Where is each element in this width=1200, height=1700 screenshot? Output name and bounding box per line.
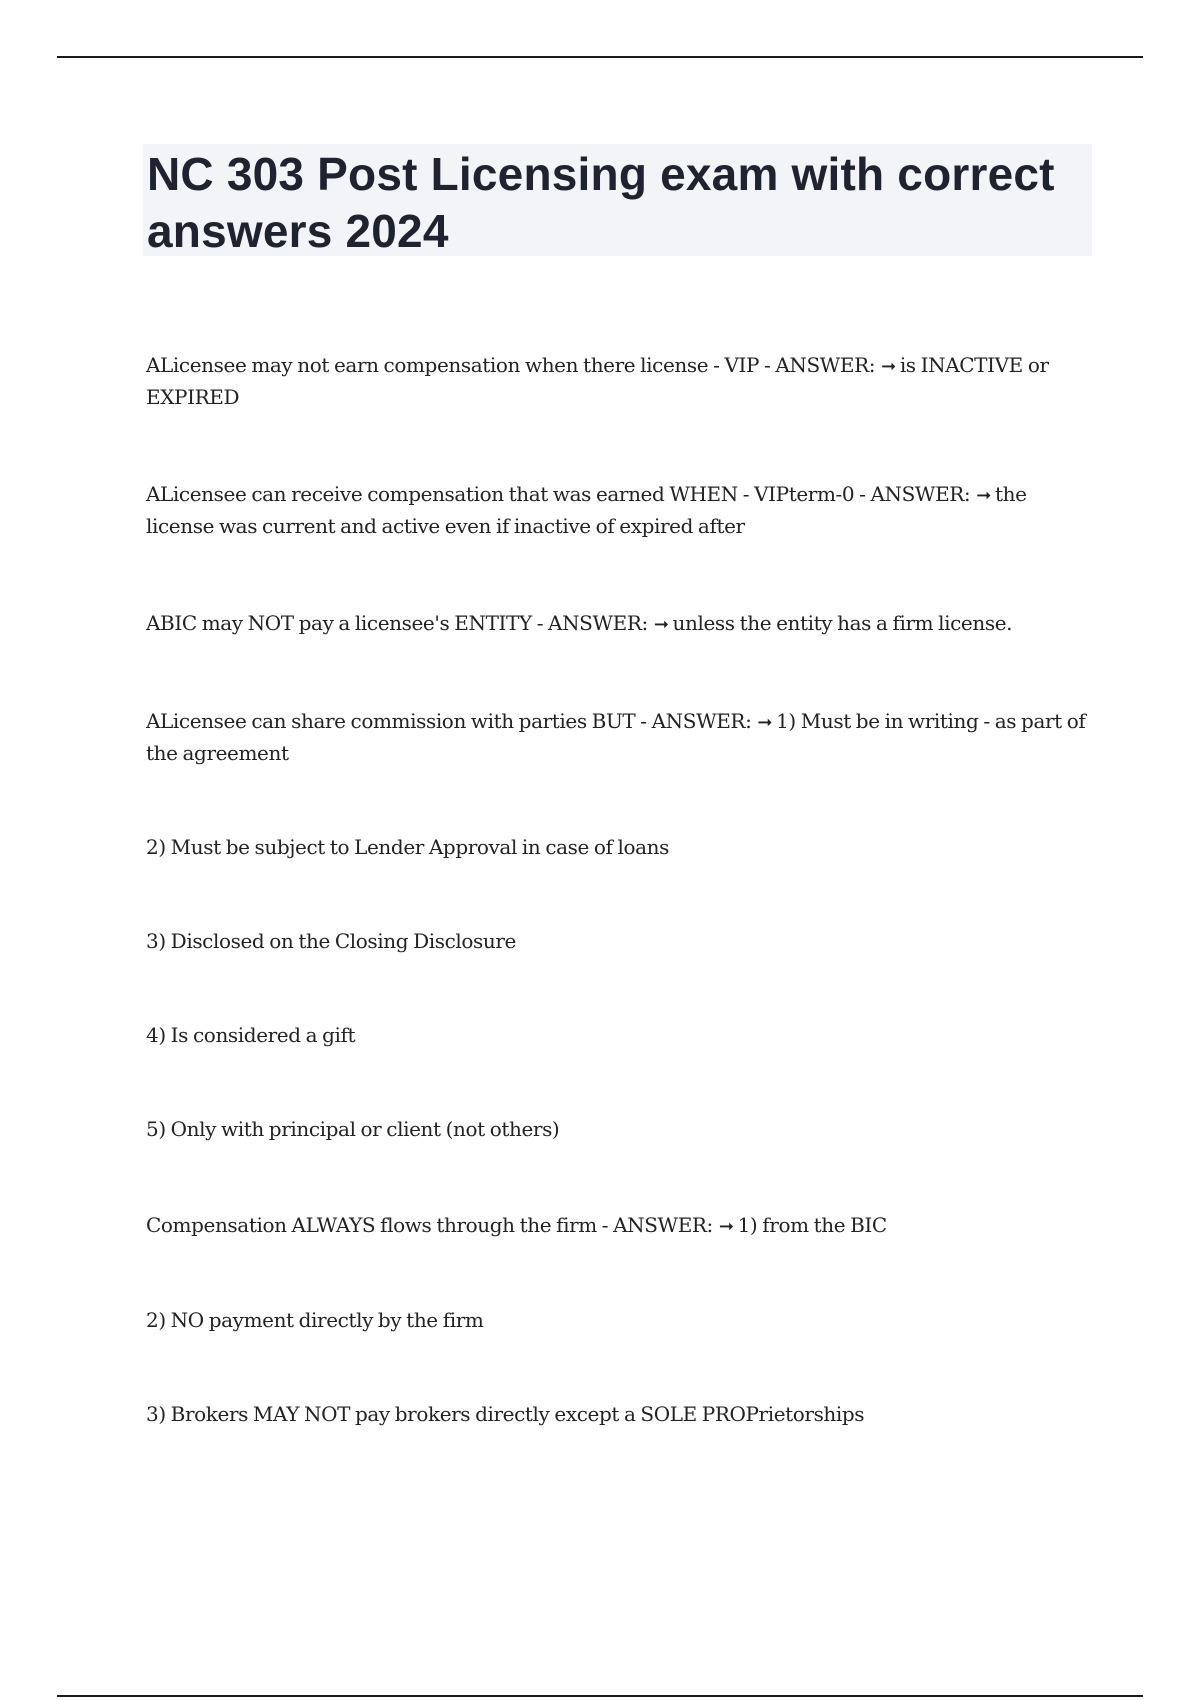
answer-text: 2) Must be subject to Lender Approval in case of loans	[146, 835, 670, 859]
qa-entry	[146, 1210, 1086, 1242]
answer-text: 5) Only with principal or client (not others)	[146, 1117, 560, 1141]
question-text: ALicensee may not earn compensation when there license - VIP - ANSWER:	[146, 353, 876, 377]
qa-continuation	[146, 1305, 1086, 1336]
page-title: NC 303 Post Licensing exam with correct answers 2024	[147, 148, 1055, 257]
qa-entry	[146, 350, 1086, 413]
title-block	[143, 144, 1092, 256]
answer-text: 3) Brokers MAY NOT pay brokers directly except a SOLE PROPrietorships	[146, 1402, 865, 1426]
qa-continuation	[146, 1399, 1086, 1430]
top-rule	[57, 56, 1143, 58]
question-text: ALicensee can receive compensation that was earned WHEN - VIPterm-0 - ANSWER:	[146, 482, 971, 506]
answer-text: 1) from the BIC	[737, 1213, 887, 1237]
arrow-icon: ➞	[881, 356, 896, 377]
question-text: ABIC may NOT pay a licensee's ENTITY - ANSWER:	[146, 611, 648, 635]
arrow-icon: ➞	[718, 1216, 734, 1237]
answer-text: 1) Must be in writing - as part of the agreement	[146, 709, 1086, 765]
question-text: Compensation ALWAYS flows through the firm - ANSWER:	[146, 1213, 713, 1237]
qa-entry	[146, 706, 1086, 769]
qa-continuation	[146, 926, 1086, 957]
arrow-icon: ➞	[653, 614, 669, 635]
qa-continuation	[146, 1020, 1086, 1051]
arrow-icon: ➞	[976, 485, 991, 506]
qa-continuation	[146, 832, 1086, 863]
answer-text: 3) Disclosed on the Closing Disclosure	[146, 929, 516, 953]
arrow-icon: ➞	[757, 712, 773, 733]
answer-text: is INACTIVE or EXPIRED	[146, 353, 1049, 409]
qa-entry	[146, 608, 1086, 640]
bottom-rule	[57, 1695, 1143, 1697]
qa-continuation	[146, 1114, 1086, 1145]
qa-entry	[146, 479, 1086, 542]
answer-text: the license was current and active even if inactive of expired after	[146, 482, 1027, 538]
answer-text: 2) NO payment directly by the firm	[146, 1308, 484, 1332]
answer-text: unless the entity has a firm license.	[672, 611, 1013, 635]
answer-text: 4) Is considered a gift	[146, 1023, 356, 1047]
question-text: ALicensee can share commission with parties BUT - ANSWER:	[146, 709, 752, 733]
